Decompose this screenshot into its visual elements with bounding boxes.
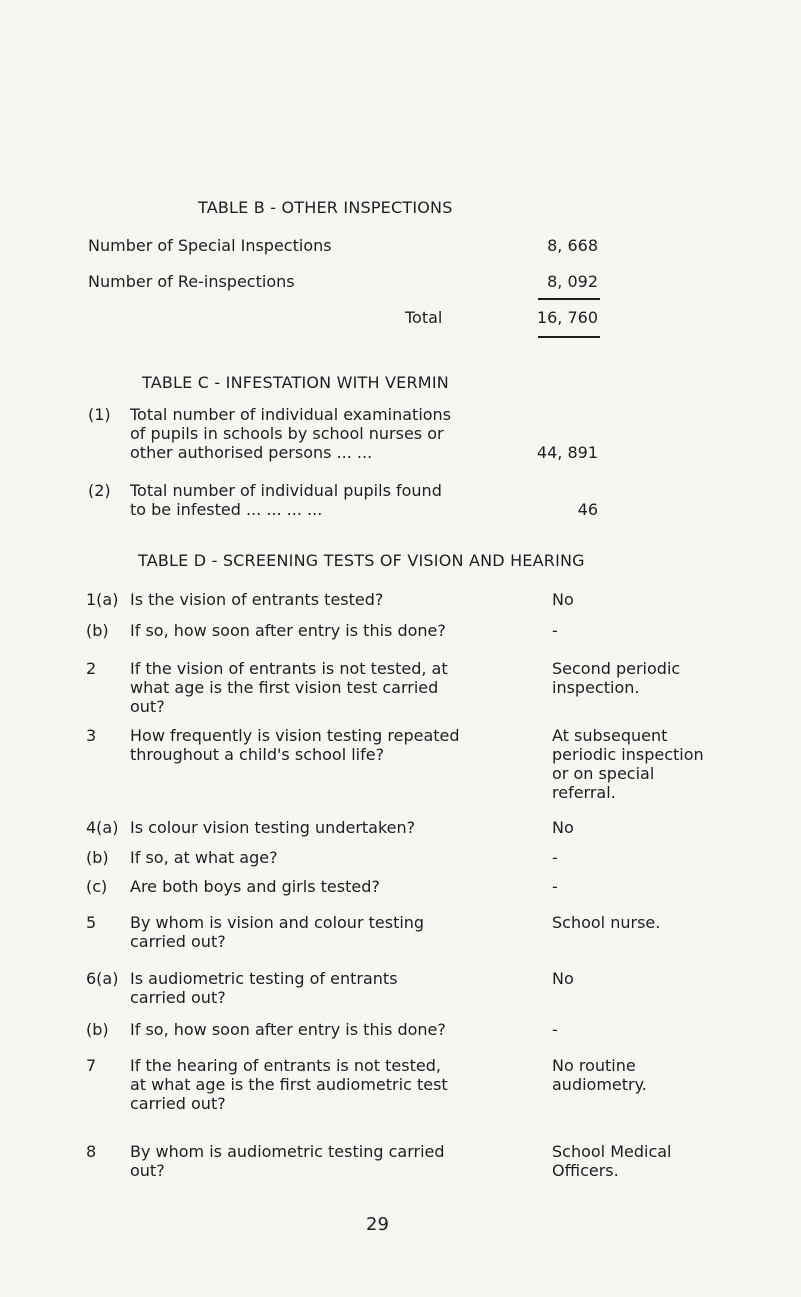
table-d-question: If so, at what age? <box>130 848 278 867</box>
table-d-item-num: (b) <box>86 1020 109 1039</box>
table-b-row-label: Number of Re-inspections <box>88 272 295 291</box>
table-d-answer: No <box>552 818 574 837</box>
total-bottom-rule <box>538 336 600 338</box>
page-number: 29 <box>366 1214 389 1235</box>
table-d-answer: School nurse. <box>552 913 661 932</box>
table-d-answer: - <box>552 621 558 640</box>
table-d-question: Are both boys and girls tested? <box>130 877 380 896</box>
table-d-item-num: 4(a) <box>86 818 119 837</box>
total-top-rule <box>538 298 600 300</box>
table-d-question: By whom is vision and colour testing carried out? <box>130 913 425 951</box>
table-d-question: If so, how soon after entry is this done? <box>130 621 446 640</box>
table-d-item-num: 1(a) <box>86 590 119 609</box>
table-d-item-num: (b) <box>86 848 109 867</box>
table-d-answer: - <box>552 1020 558 1039</box>
table-c-title: TABLE C - INFESTATION WITH VERMIN <box>142 373 449 392</box>
table-d-answer: At subsequent periodic inspection or on special referral. <box>552 726 704 802</box>
table-b-row-value: 8, 668 <box>547 236 598 255</box>
table-d-question: How frequently is vision testing repeated throughout a child's school life? <box>130 726 460 764</box>
table-d-item-num: 7 <box>86 1056 97 1075</box>
table-d-question: If so, how soon after entry is this done? <box>130 1020 446 1039</box>
table-d-question: If the hearing of entrants is not tested, at what age is the first audiometric test carried out? <box>130 1056 448 1113</box>
table-d-answer: School Medical Officers. <box>552 1142 672 1180</box>
table-b-row-label: Number of Special Inspections <box>88 236 332 255</box>
table-c-item-value: 46 <box>577 500 598 519</box>
table-c-item-text: Total number of individual pupils found to be infested ... ... ... ... <box>130 481 442 519</box>
table-d-answer: No routine audiometry. <box>552 1056 647 1094</box>
table-d-item-num: 6(a) <box>86 969 119 988</box>
table-d-item-num: (c) <box>86 877 108 896</box>
table-d-question: Is colour vision testing undertaken? <box>130 818 416 837</box>
table-c-item-num: (2) <box>88 481 111 500</box>
table-d-item-num: (b) <box>86 621 109 640</box>
table-c-item-text: Total number of individual examinations of pupils in schools by school nurses or other authorised persons ... ... <box>130 405 452 462</box>
table-d-question: If the vision of entrants is not tested, at what age is the first vision test carried out? <box>130 659 448 716</box>
table-d-answer: Second periodic inspection. <box>552 659 681 697</box>
table-d-question: By whom is audiometric testing carried out? <box>130 1142 445 1180</box>
table-d-answer: - <box>552 848 558 867</box>
table-d-title: TABLE D - SCREENING TESTS OF VISION AND HEARING <box>138 551 585 570</box>
table-d-answer: - <box>552 877 558 896</box>
table-d-item-num: 3 <box>86 726 97 745</box>
table-b-total-value: 16, 760 <box>536 308 598 327</box>
table-d-answer: No <box>552 969 574 988</box>
table-d-answer: No <box>552 590 574 609</box>
table-d-item-num: 5 <box>86 913 97 932</box>
table-c-item-value: 44, 891 <box>536 443 598 462</box>
table-b-row-value: 8, 092 <box>547 272 598 291</box>
table-d-question: Is audiometric testing of entrants carried out? <box>130 969 398 1007</box>
table-d-item-num: 2 <box>86 659 97 678</box>
table-b-total-label: Total <box>405 308 443 327</box>
table-b-title: TABLE B - OTHER INSPECTIONS <box>198 198 453 217</box>
table-d-item-num: 8 <box>86 1142 97 1161</box>
table-d-question: Is the vision of entrants tested? <box>130 590 384 609</box>
table-c-item-num: (1) <box>88 405 111 424</box>
